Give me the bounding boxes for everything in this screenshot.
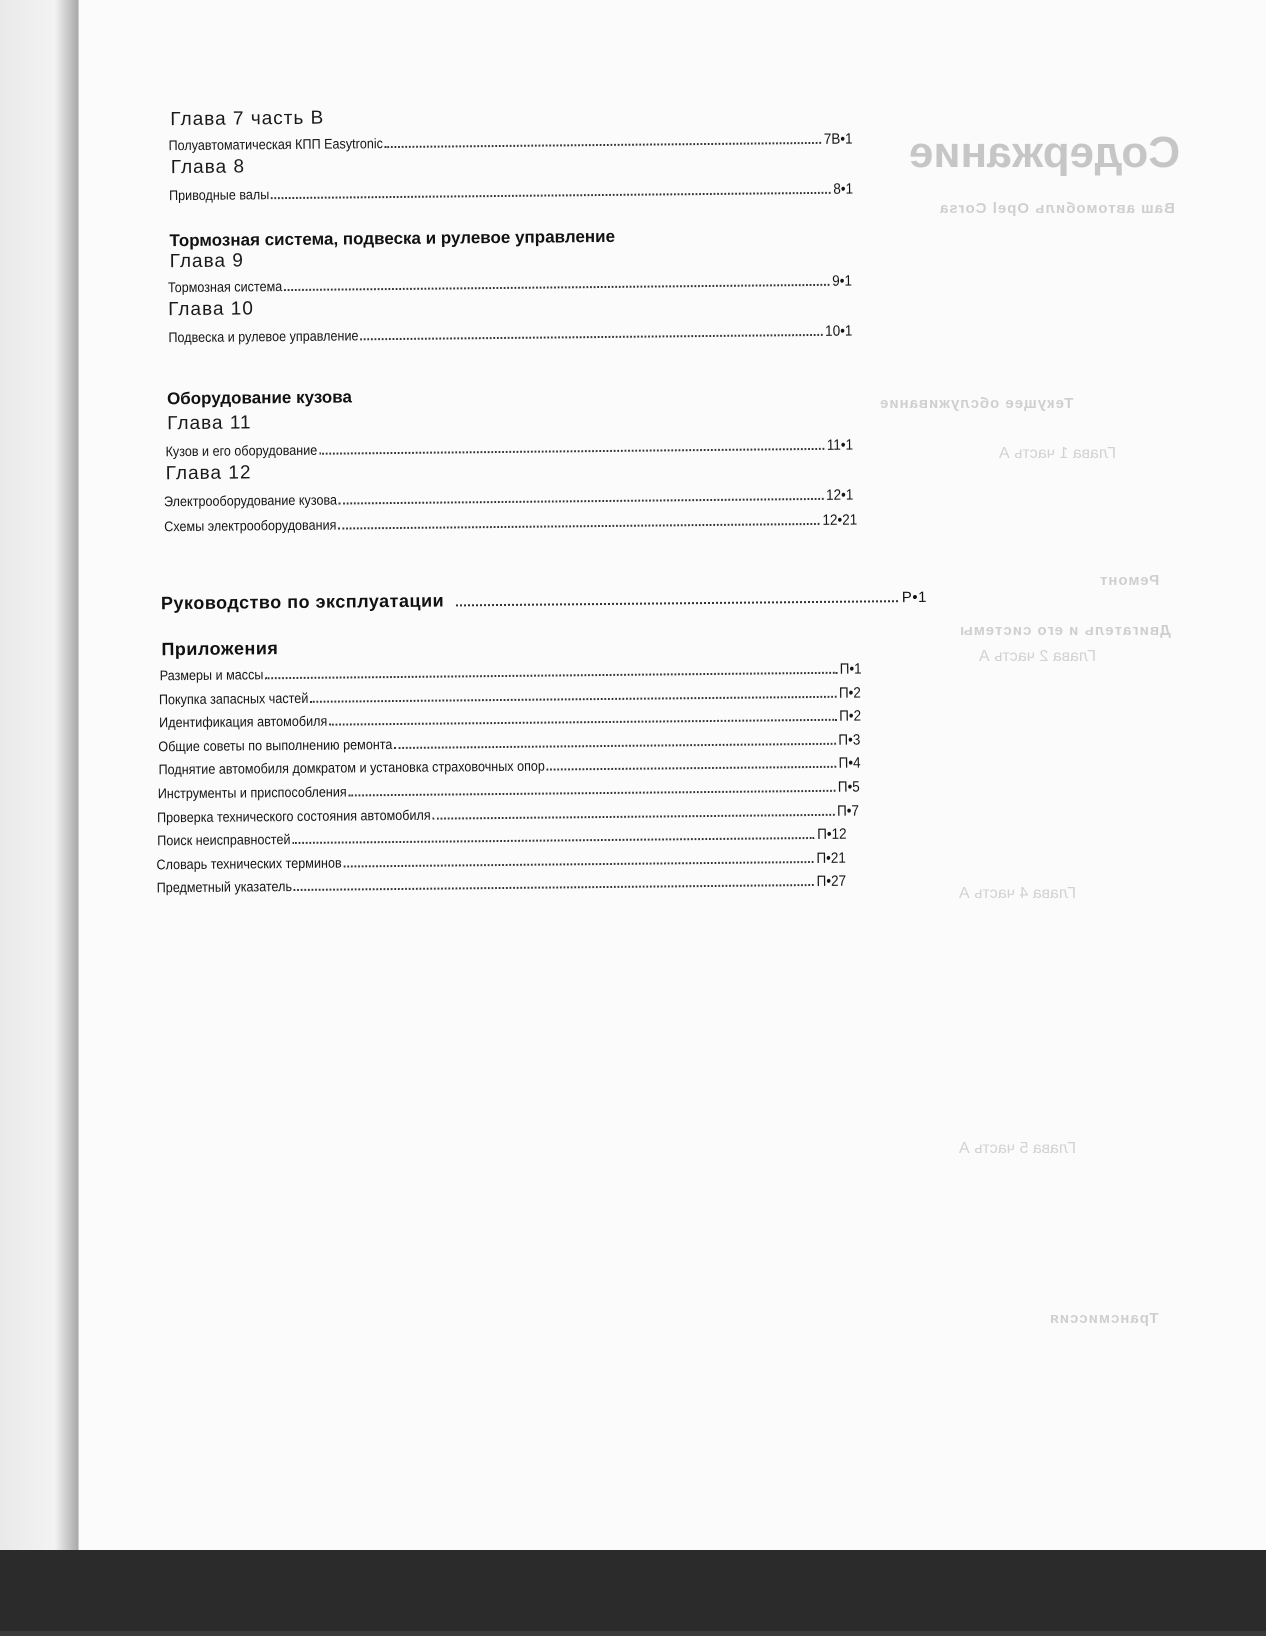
toc-entry-12[interactable] [164, 487, 854, 511]
page-number: П•4 [838, 754, 861, 773]
page-number: П•1 [839, 660, 862, 678]
page-number: П•27 [816, 873, 846, 891]
entry-title: Поднятие автомобиля домкратом и установка страховочных опор [158, 757, 545, 778]
bleed-chapter-1: Глава 1 часть А [999, 445, 1117, 462]
toc-entry-8[interactable] [169, 181, 853, 205]
toc-entry-7b[interactable] [169, 131, 853, 155]
bleed-chapter-5: Глава 5 часть А [959, 1140, 1077, 1157]
leader-dots [344, 861, 814, 868]
entry-title: Инструменты и приспособления [157, 783, 347, 802]
page-number: П•2 [838, 707, 861, 725]
section-manual-text: Руководство по эксплуатации [160, 590, 445, 614]
leader-dots [311, 695, 837, 702]
entry-title: Проверка технического состояния автомобиля [157, 806, 432, 825]
bleed-chapter-4: Глава 4 часть А [959, 885, 1077, 902]
leader-dots [265, 672, 837, 679]
entry-title: Словарь технических терминов [156, 854, 342, 873]
leader-dots [546, 766, 835, 771]
appendix-entry[interactable] [157, 826, 847, 850]
chapter-9-heading-text: Глава 9 [169, 250, 244, 273]
entry-title: Приводные валы [168, 186, 270, 204]
page-number: П•12 [816, 825, 847, 844]
bleed-section-transmission: Трансмиссия [1049, 1310, 1159, 1327]
page-number: П•21 [816, 849, 847, 867]
toc-entry-11[interactable] [165, 437, 853, 461]
appendix-entry[interactable] [159, 708, 861, 732]
chapter-11-heading [167, 412, 252, 435]
chapter-8-heading-text: Глава 8 [170, 156, 246, 179]
bleed-section-service: Текущее обслуживание [879, 395, 1074, 412]
leader-dots [329, 719, 836, 726]
toc-entry-9[interactable] [168, 273, 852, 297]
leader-dots [360, 334, 822, 340]
entry-title: Размеры и массы [159, 666, 264, 684]
page-number: П•7 [837, 802, 860, 820]
appendix-entry[interactable] [157, 849, 847, 873]
chapter-12-heading-text: Глава 12 [165, 462, 252, 485]
page-number: 12•1 [826, 486, 854, 504]
leader-dots [319, 448, 824, 455]
page-number: 7В•1 [823, 130, 853, 148]
entry-title: Полуавтоматическая КПП Easytronic [168, 135, 383, 154]
toc-entry-manual[interactable] [161, 586, 927, 614]
bleed-section-repair: Ремонт [1099, 572, 1160, 589]
leader-dots [394, 743, 836, 749]
leader-dots [456, 600, 898, 606]
entry-title: Покупка запасных частей [159, 689, 309, 707]
appendix-entry[interactable] [158, 755, 860, 779]
bleed-chapter-2: Глава 2 часть А [979, 648, 1097, 665]
page-number: 11•1 [826, 436, 854, 454]
entry-title: Схемы электрооборудования [164, 516, 337, 535]
leader-dots [433, 813, 835, 819]
leader-dots [339, 498, 824, 505]
page-number: П•5 [837, 778, 860, 796]
leader-dots [284, 284, 829, 291]
section-brakes-heading [169, 227, 615, 251]
chapter-8-heading [171, 156, 245, 179]
leader-dots [385, 142, 821, 148]
page-number: П•2 [839, 684, 862, 702]
leader-dots [349, 790, 836, 797]
page-number: 8•1 [833, 180, 854, 198]
entry-title: Электрооборудование кузова [163, 491, 338, 510]
section-body-heading [167, 387, 352, 409]
chapter-12-heading [166, 462, 252, 485]
leader-dots [293, 884, 813, 891]
page-number: 12•21 [822, 511, 858, 529]
section-appendix-heading [161, 638, 278, 660]
appendix-entry[interactable] [156, 873, 846, 897]
page-number: Р•1 [901, 588, 928, 607]
chapter-10-heading [168, 298, 254, 321]
chapter-9-heading [170, 250, 244, 273]
toc-entry-12b[interactable] [164, 512, 857, 536]
entry-title: Общие советы по выполнению ремонта [158, 735, 393, 755]
entry-title: Предметный указатель [156, 878, 292, 896]
entry-title: Кузов и его оборудование [165, 441, 318, 460]
section-body-text: Оборудование кузова [166, 387, 352, 409]
entry-title: Тормозная система [167, 278, 283, 296]
entry-title: Поиск неисправностей [156, 831, 291, 849]
chapter-10-heading-text: Глава 10 [168, 298, 255, 321]
page-number: П•3 [838, 731, 861, 749]
leader-dots [338, 523, 820, 530]
appendix-entry[interactable] [157, 802, 859, 826]
bleed-title: Содержание [909, 128, 1181, 177]
toc-entry-10[interactable] [168, 323, 852, 347]
appendix-entry[interactable] [160, 661, 862, 685]
chapter-7b-heading [170, 108, 324, 131]
section-appendix-text: Приложения [161, 638, 279, 660]
section-brakes-text: Тормозная система, подвеска и рулевое управление [169, 226, 616, 251]
appendix-entry[interactable] [159, 684, 861, 708]
chapter-11-heading-text: Глава 11 [167, 412, 252, 435]
leader-dots [292, 837, 814, 844]
appendix-entry[interactable] [158, 779, 860, 803]
bleed-section-car: Ваш автомобиль Opel Corsa [939, 200, 1175, 217]
bleed-section-engine: Двигатель и его системы [959, 622, 1171, 639]
appendix-entry[interactable] [158, 731, 860, 755]
leader-dots [271, 192, 831, 199]
entry-title: Идентификация автомобиля [158, 712, 328, 731]
entry-title: Подвеска и рулевое управление [168, 327, 359, 346]
page-number: 10•1 [825, 322, 853, 340]
page-number: 9•1 [832, 272, 852, 290]
chapter-7b-heading-text: Глава 7 часть В [170, 107, 325, 131]
